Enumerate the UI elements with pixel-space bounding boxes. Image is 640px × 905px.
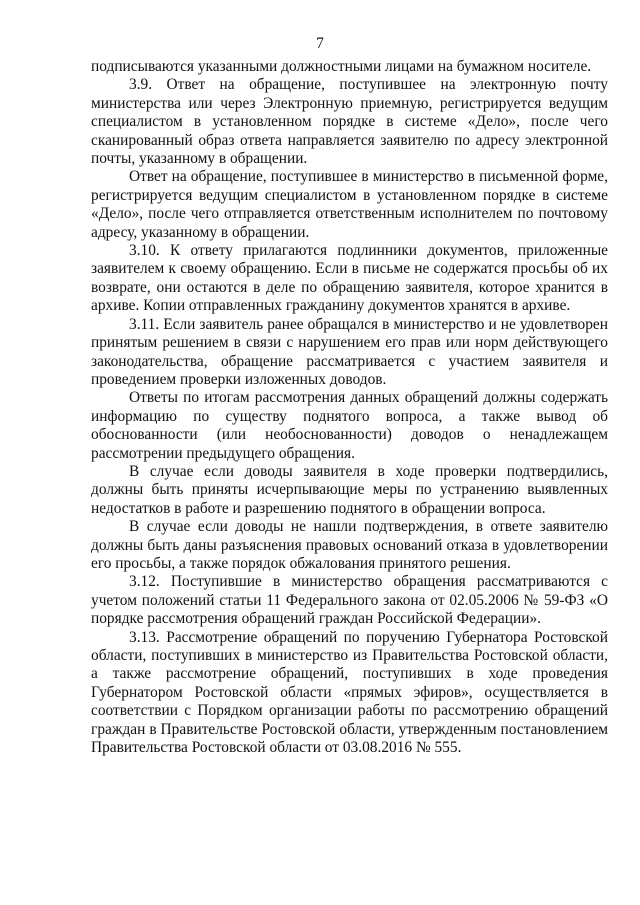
paragraph-3-12: 3.12. Поступившие в министерство обращения рассматриваются с учетом положений статьи 11 Федерального закона от 02.05.2006 № 59-ФЗ «О порядке рассмотрения обращений граждан Российской Федерации». (91, 573, 608, 628)
paragraph-response-content: Ответы по итогам рассмотрения данных обращений должны содержать информацию по существу поднятого вопроса, а также вывод об обоснованности (или необоснованности) доводов о ненадлежащем рассмотрении предыдущего обращения. (91, 389, 608, 462)
paragraph-arguments-not-confirmed: В случае если доводы не нашли подтверждения, в ответе заявителю должны быть даны разъяснения правовых оснований отказа в удовлетворении его просьбы, а также порядок обжалования принятого решения. (91, 518, 608, 572)
paragraph-arguments-confirmed: В случае если доводы заявителя в ходе проверки подтвердились, должны быть приняты исчерпывающие меры по устранению выявленных недостатков в работе и разрешению поднятого в обращении вопроса. (91, 462, 608, 517)
paragraph-written-response: Ответ на обращение, поступившее в министерство в письменной форме, регистрируется ведущим специалистом в установленном порядке в системе «Дело», после чего отправляется ответственным исполнителем по почтовому адресу, указанному в обращении. (91, 168, 608, 241)
paragraph-3-11: 3.11. Если заявитель ранее обращался в министерство и не удовлетворен принятым решением в связи с нарушением его прав или норм действующего законодательства, обращение рассматривается с участием заявителя и проведением проверки изложенных доводов. (91, 315, 608, 388)
paragraph-3-10: 3.10. К ответу прилагаются подлинники документов, приложенные заявителем к своему обращению. Если в письме не содержатся просьбы об их возврате, они остаются в деле по обращению заявителя, которое хранится в архиве. Копии отправленных гражданину документов хранятся в архиве. (91, 242, 608, 315)
document-body (91, 58, 608, 757)
paragraph-3-13: 3.13. Рассмотрение обращений по поручению Губернатора Ростовской области, поступивших в министерство из Правительства Ростовской области, а также рассмотрение обращений, поступивших в ходе проведения Губернатором Ростовской области «прямых эфиров», осуществляется в соответствии с Порядком организации работы по рассмотрению обращений граждан в Правительстве Ростовской области, утвержденным постановлением Правительства Ростовской области от 03.08.2016 № 555. (91, 628, 608, 757)
page-number: 7 (316, 35, 324, 52)
paragraph-3-9: 3.9. Ответ на обращение, поступившее на электронную почту министерства или через Электронную приемную, регистрируется ведущим специалистом в установленном порядке в системе «Дело», после чего сканированный образ ответа направляется заявителю по адресу электронной почты, указанному в обращении. (91, 76, 608, 168)
paragraph-continuation: подписываются указанными должностными лицами на бумажном носителе. (91, 58, 592, 75)
